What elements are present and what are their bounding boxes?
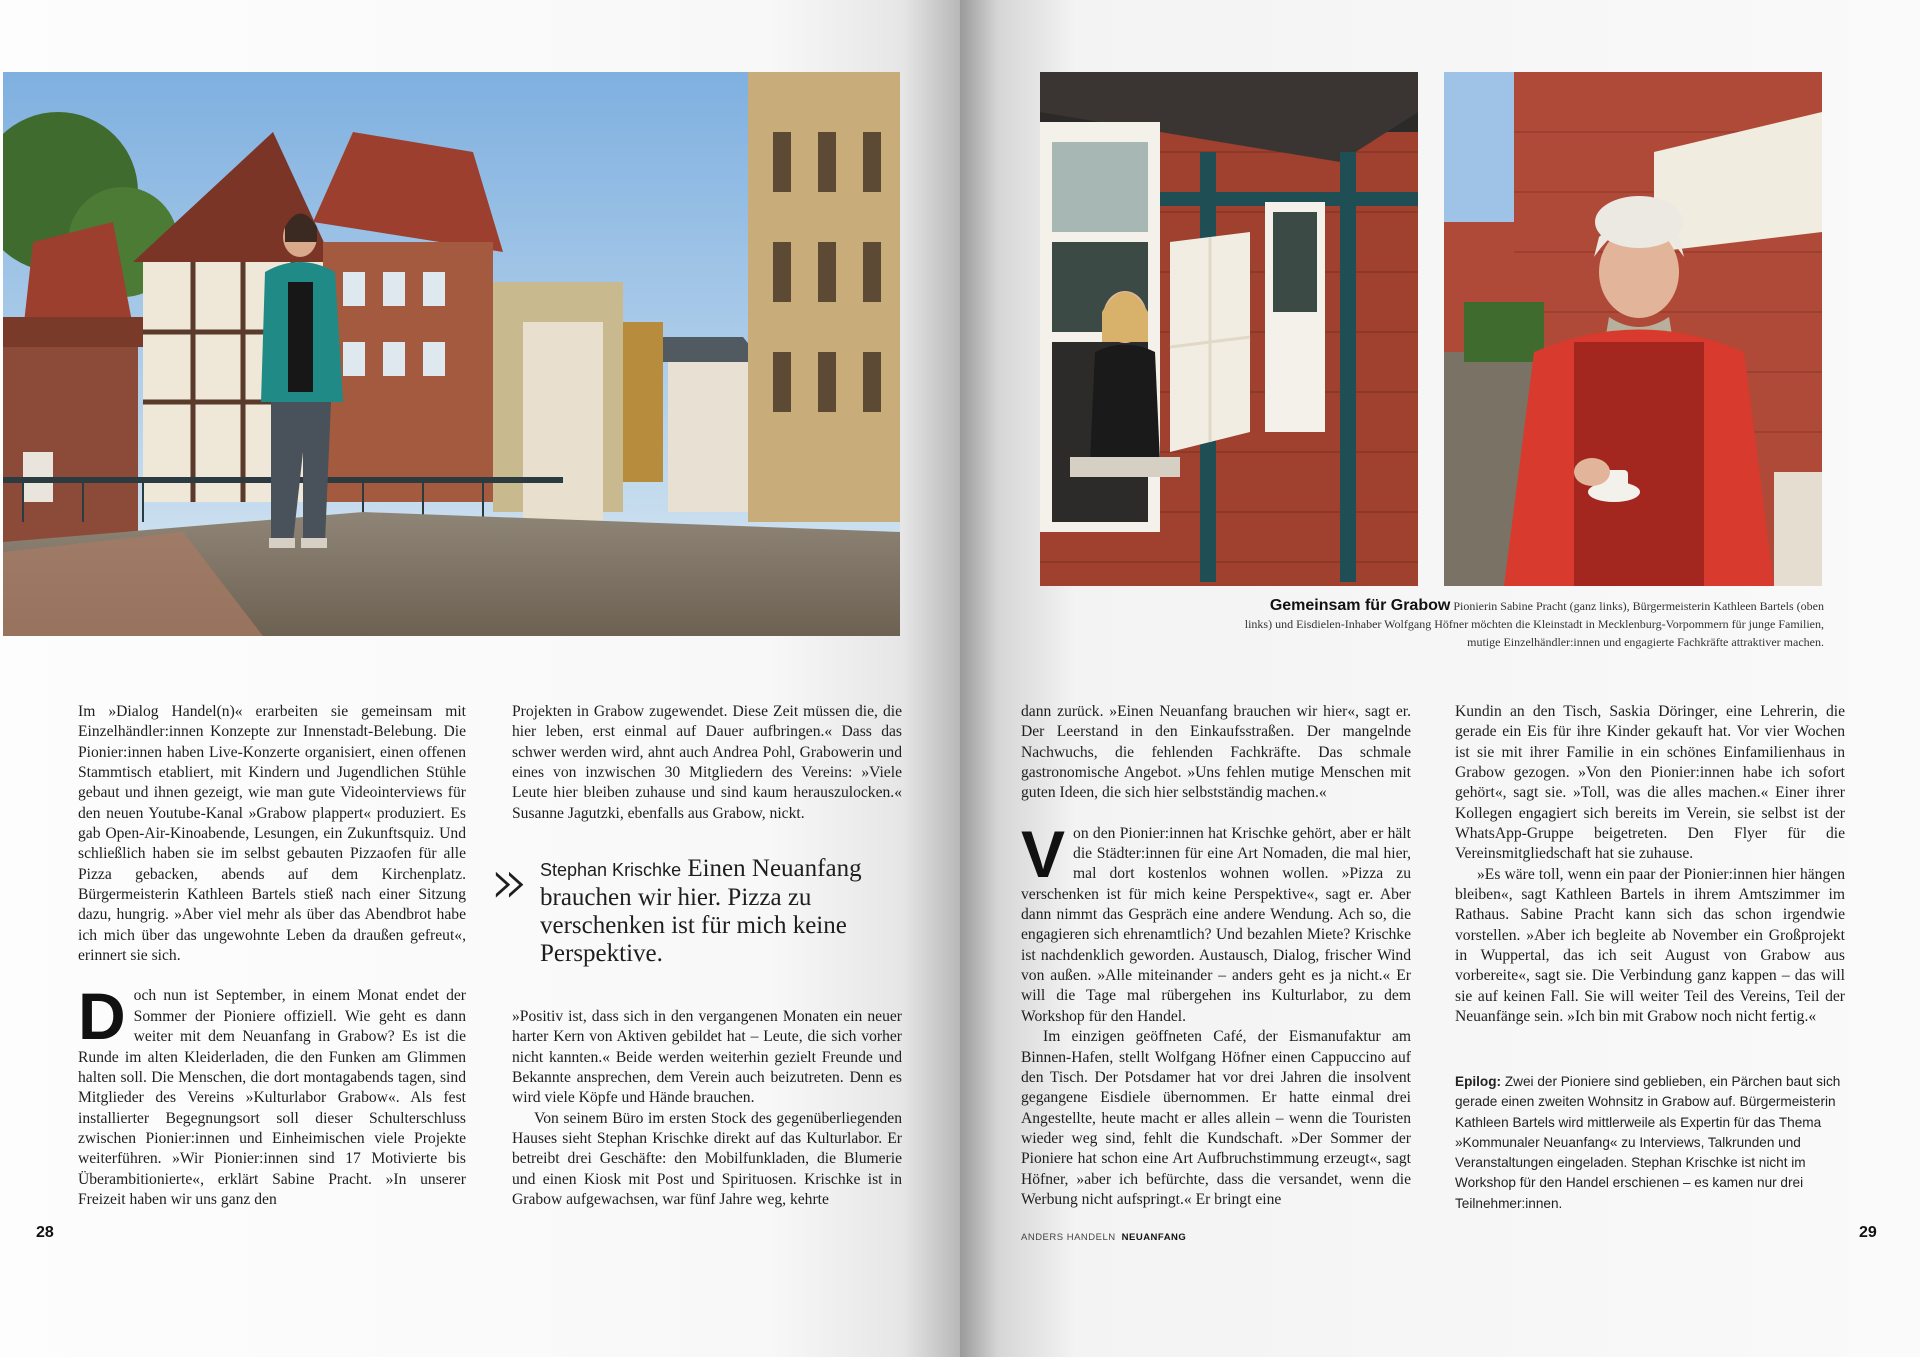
paragraph: Von seinem Büro im ersten Stock des gegenüberliegenden Hauses sieht Stephan Krischke direkt auf das Kulturlabor. Er betreibt drei Geschäfte: den Mobilfunkladen, die Blumerie und einen Kiosk mit Post und Spirituosen. Krischke ist in Grabow aufgewachsen, war fünf Jahre weg, kehrte (512, 1109, 902, 1209)
epilog-label: Epilog: (1455, 1074, 1502, 1089)
quote-mark-icon: » (490, 845, 520, 918)
article-column-4 (1455, 702, 1845, 1028)
article-column-3 (1021, 702, 1411, 1210)
paragraph: Im einzigen geöffneten Café, der Eismanufaktur am Binnen-Hafen, stellt Wolfgang Höfner einen Cappuccino auf den Tisch. Der Potsdamer hat vor drei Jahren die insolvent gegangene Eisdiele übernommen. Er hatte einmal drei Angestellte, heute macht er alles allein – wenn die Touristen wieder weg sind, fehlt die Kundschaft. »Der Sommer der Pioniere hat schon eine Art Aufbruchstimmung erzeugt«, sagt Höfner, »aber ich befürchte, dass die versandet, wenn die Werbung nicht aufspringt.« Er bringt eine (1021, 1028, 1411, 1208)
photo-street-illustration (3, 72, 900, 636)
epilog-box (1455, 1072, 1845, 1214)
quote-text: Einen Neuanfang brauchen wir hier. Pizza zu verschenken ist für mich keine Perspektive. (540, 855, 862, 967)
caption-title: Gemeinsam für Grabow (1269, 597, 1451, 614)
paragraph-text: och nun ist September, in einem Monat endet der Sommer der Pioniere offiziell. Wie geht es dann weiter mit dem Neuanfang in Grabow? Es ist die Runde im alten Kleiderladen, die den Funken am Glimmen halten soll. Die Menschen, die dort montagabends tagen, sind Mitglieder des Vereins »Kulturlabor Grabow«. Als fest installierter Begegnungsort soll dieser Schulterschluss zwischen Pionier:innen und Einheimischen viele Projekte weiterführen. »Wir Pionier:innen sind 17 Motivierte bis Überambitionierte«, erklärt Sabine Pracht. »In unserer Freizeit haben wir uns ganz den (78, 987, 466, 1208)
page-number-right: 29 (1859, 1224, 1877, 1241)
paragraph: Projekten in Grabow zugewendet. Diese Zeit müssen die, die hier leben, erst einmal auf Dauer aufbringen.« Dass das schwer werden wird, ahnt auch Andrea Pohl, Grabowerin und eines von inzwischen 30 Mitgliedern des Vereins: »Viele Leute hier bleiben zuhause und sind kaum herauszulocken.« Susanne Jagutzki, ebenfalls aus Grabow, nickt. (512, 703, 902, 822)
paragraph: Im »Dialog Handel(n)« erarbeiten sie gemeinsam mit Einzelhändler:innen Konzepte zur Innenstadt-Belebung. Die Pionier:innen haben Live-Konzerte organisiert, einen offenen Stammtisch etabliert, mit Kindern und Jugendlichen Stühle gebaut und ihnen gezeigt, wie man gute Videointerviews für den neuen Youtube-Kanal »Grabow plappert« produziert. Es gab Open-Air-Kinoabende, Lesungen, ein Zukunftsquiz. Und schließlich haben sie im selbst gebauten Pizzaofen für alle Pizza gebacken, abends auf dem Kirchenplatz. Bürgermeisterin Kathleen Bartels stieß nach einer Sitzung dazu, hungrig. »Aber viel mehr als über das Abendbrot habe ich mich über das ungewohnte Leben da draußen gefreut«, erinnert sie sich. (78, 703, 466, 965)
footer-magazine: ANDERS HANDELN (1021, 1232, 1116, 1243)
quote-author: Stephan Krischke (540, 860, 682, 880)
footer-section: NEUANFANG (1121, 1232, 1187, 1243)
photo-caption (1240, 597, 1824, 651)
photo-window-woman (1040, 72, 1418, 586)
caption-text: Pionierin Sabine Pracht (ganz links), Bürgermeisterin Kathleen Bartels (oben links) und Eisdielen-Inhaber Wolfgang Höfner möchten die Kleinstadt in Mecklenburg-Vorpommern für junge Familien, mutige Einzelhändler:innen und engagierte Fachkräfte attraktiver machen. (1244, 599, 1824, 649)
paragraph: dann zurück. »Einen Neuanfang brauchen wir hier«, sagt er. Der Leerstand in den Einkaufsstraßen. Der mangelnde Nachwuchs, die fehlenden Fachkräfte. Das schmale gastronomische Angebot. »Uns fehlen mutige Menschen mit guten Ideen, die sich hier selbstständig machen.« (1021, 703, 1411, 802)
paragraph-with-dropcap (78, 979, 466, 1210)
paragraph: »Positiv ist, dass sich in den vergangenen Monaten ein neuer harter Kern von Aktiven gebildet hat – Leute, die sich vorher nicht kannten.« Beide werden weiterhin gezielt Freunde und Bekannte ansprechen, dem Verein auch beizutreten. Denn es wird viele Köpfe und Hände brauchen. (512, 1008, 902, 1107)
paragraph: Kundin an den Tisch, Saskia Döringer, eine Lehrerin, die gerade ein Eis für ihre Kinder gekauft hat. Vor vier Wochen ist sie mit ihrer Familie in ein schönes Einfamilienhaus in Grabow gezogen. »Von den Pionier:innen habe ich sofort gehört«, sagt sie. »Toll, was die alles machen.« Einer ihrer Kollegen engagiert sich bereits im Verein, sie selbst ist der WhatsApp-Gruppe beigetreten. Den Flyer für die Vereinsmitgliedschaft hat sie zuhause. (1455, 703, 1845, 863)
right-page (960, 0, 1920, 1357)
paragraph-text: on den Pionier:innen hat Krischke gehört, aber er hält die Städter:innen für eine Art Nomaden, die mal hier, mal dort kostenlos wohnen wollen. »Pizza zu verschenken ist für mich keine Perspektive«, sagt er. Aber dann nimmt das Gespräch eine andere Wendung. Ach so, die engagieren sich ehrenamtlich? Und bezahlen Miete? Krischke ist nachdenklich geworden. Austausch, Dialog, frischer Wind von außen. »Alle miteinander – anders geht es ja nicht.« Er will die Tage mal rübergehen ins Kulturlabor, zu dem Workshop für den Handel. (1021, 824, 1411, 1025)
article-column-1 (78, 702, 466, 1210)
dropcap-letter: V (1021, 816, 1066, 891)
running-footer (1021, 1232, 1186, 1243)
dropcap-letter: D (78, 979, 126, 1054)
photo-ice-cream-owner (1444, 72, 1822, 586)
photo-street-grabow (3, 72, 900, 636)
photo-owner-illustration (1444, 72, 1822, 586)
article-column-2 (512, 702, 902, 824)
article-column-2-lower (512, 1007, 902, 1210)
page-number-left: 28 (36, 1224, 54, 1241)
quote-body (540, 855, 870, 968)
epilog-text: Zwei der Pioniere sind geblieben, ein Pärchen baut sich gerade einen zweiten Wohnsitz in Grabow auf. Bürgermeisterin Kathleen Bartels wird mittlerweile als Expertin für das Thema »Kommunaler Neuanfang« zu Interviews, Talkrunden und Veranstaltungen eingeladen. Stephan Krischke ist nicht im Workshop für den Handel erschienen – es kamen nur drei Teilnehmer:innen. (1455, 1074, 1841, 1211)
paragraph: »Es wäre toll, wenn ein paar der Pionier:innen hier hängen bleiben«, sagt Kathleen Bartels in ihrem Amtszimmer im Rathaus. Sabine Pracht kann sich das schon irgendwie vorstellen. »Aber ich begleite ab November ein Großprojekt in Wuppertal, das ich seit August von Grabow aus vorbereite«, sagt sie. Die Verbindung ganz kappen – das will sie auf keinen Fall. Sie will weiter Teil des Vereins, Teil der Neuanfänge sein. »Ich bin mit Grabow noch nicht fertig.« (1455, 865, 1845, 1026)
paragraph-with-dropcap (1021, 816, 1411, 1027)
photo-window-illustration (1040, 72, 1418, 586)
